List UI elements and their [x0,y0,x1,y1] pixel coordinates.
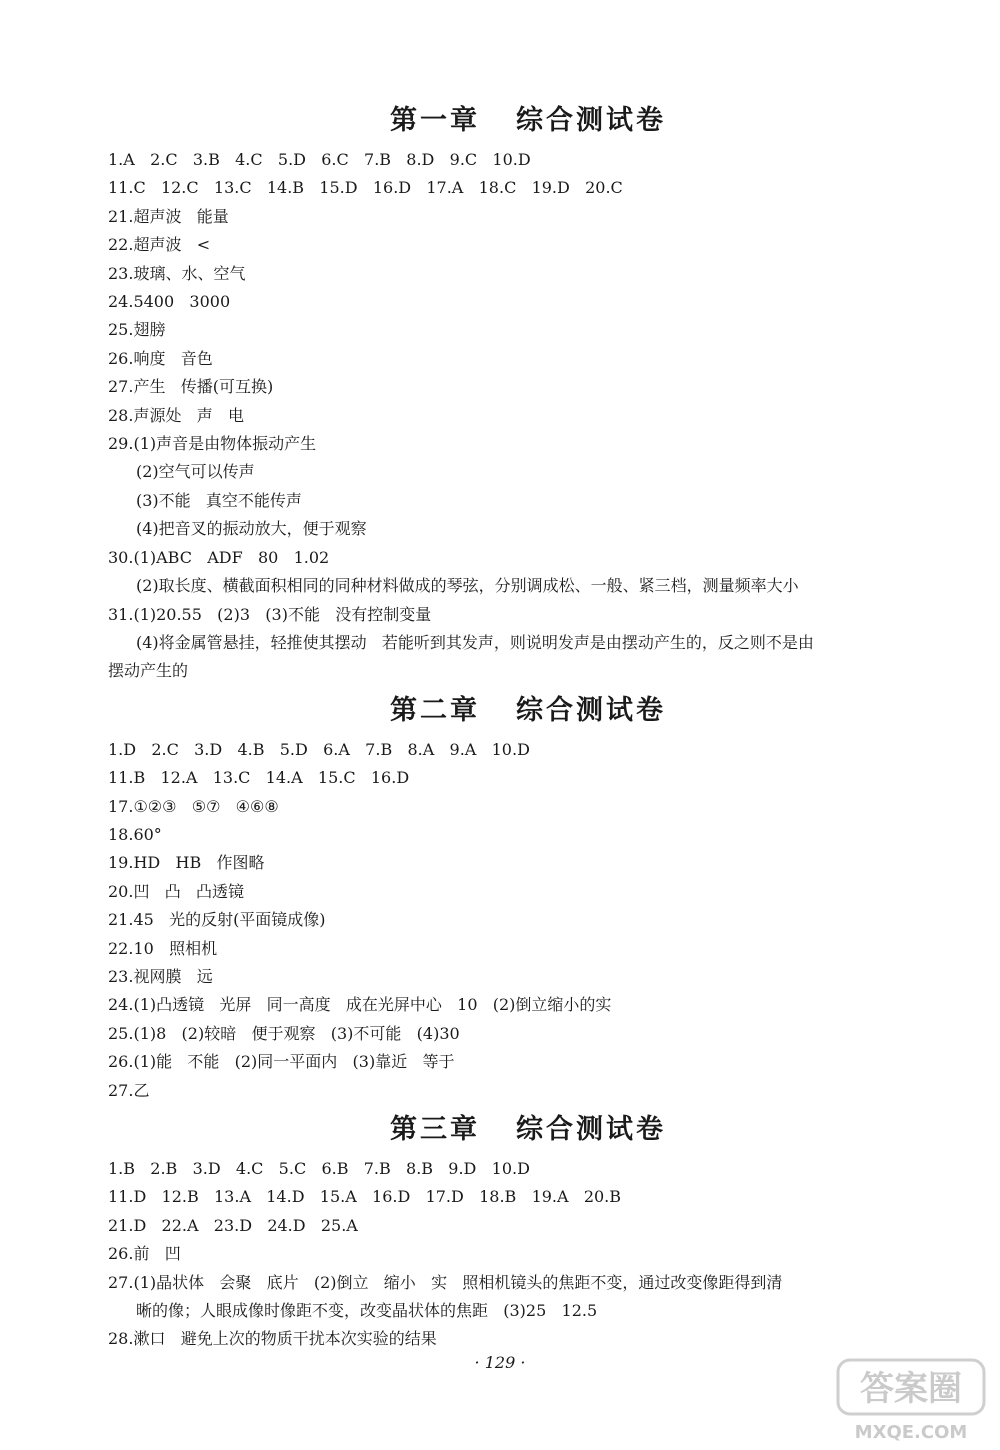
chapter-3-title: 第三章 综合测试卷 [390,1114,666,1145]
answer-line: 11.C 12.C 13.C 14.B 15.D 16.D 17.A 18.C 19.D 20.C [108,178,623,198]
answer-line: (3)不能 真空不能传声 [136,490,302,510]
watermark-site: MXQE.COM [854,1422,968,1443]
answer-line: 11.D 12.B 13.A 14.D 15.A 16.D 17.D 18.B 19.A 20.B [108,1187,622,1207]
answer-line: 19.HD HB 作图略 [108,853,265,873]
answer-line: 25.翅膀 [108,320,166,340]
answer-line: 27.乙 [108,1080,150,1100]
answer-line: 1.D 2.C 3.D 4.B 5.D 6.A 7.B 8.A 9.A 10.D [108,739,530,759]
answer-line: 21.D 22.A 23.D 24.D 25.A [108,1215,358,1235]
answer-line: 18.60° [108,824,162,844]
answer-line: 26.(1)能 不能 (2)同一平面内 (3)靠近 等于 [108,1052,455,1072]
answer-line: 26.响度 音色 [108,348,213,368]
chapter-2-section [108,686,948,1105]
answer-line: 29.(1)声音是由物体振动产生 [108,434,317,454]
answer-line: 11.B 12.A 13.C 14.A 15.C 16.D [108,768,410,788]
answer-line: 25.(1)8 (2)较暗 便于观察 (3)不可能 (4)30 [108,1023,460,1043]
answer-line: 21.超声波 能量 [108,206,229,226]
answer-line: (4)把音叉的振动放大，便于观察 [136,519,367,539]
answer-line: 24.(1)凸透镜 光屏 同一高度 成在光屏中心 10 (2)倒立缩小的实 [108,995,612,1015]
answer-line: (2)空气可以传声 [136,462,255,482]
answer-line: 23.视网膜 远 [108,966,213,986]
answer-line: (4)将金属管悬挂，轻推使其摆动 若能听到其发声，则说明发声是由摆动产生的，反之则不是由 [136,632,814,652]
watermark-text: 答案圈 [860,1369,962,1409]
chapter-2-title: 第二章 综合测试卷 [390,694,666,726]
answer-line: 28.声源处 声 电 [108,405,244,425]
answer-line: 22.超声波 < [108,235,211,255]
answer-line: 1.B 2.B 3.D 4.C 5.C 6.B 7.B 8.B 9.D 10.D [108,1159,530,1178]
answer-line: 27.产生 传播(可互换) [108,377,274,397]
answer-line: 26.前 凹 [108,1244,181,1264]
answer-line: 20.凹 凸 凸透镜 [108,881,244,901]
answer-line: 晰的像；人眼成像时像距不变，改变晶状体的焦距 (3)25 12.5 [136,1301,598,1321]
page-number: · 129 · [474,1353,526,1372]
site-watermark-logo [836,1358,986,1444]
answer-line: 27.(1)晶状体 会聚 底片 (2)倒立 缩小 实 照相机镜头的焦距不变，通过改变像距得到清 [108,1272,783,1292]
answer-line: 摆动产生的 [108,661,189,681]
answer-line: 24.5400 3000 [108,292,231,312]
answer-line: 22.10 照相机 [108,938,218,958]
answer-line: 31.(1)20.55 (2)3 (3)不能 没有控制变量 [108,604,432,624]
chapter-1-title: 第一章 综合测试卷 [390,105,666,136]
answer-line: 23.玻璃、水、空气 [108,263,246,283]
chapter-1-section [108,96,948,686]
answer-line: 21.45 光的反射(平面镜成像) [108,910,326,930]
answer-page [108,96,948,1354]
answer-line: (2)取长度、横截面积相同的同种材料做成的琴弦，分别调成松、一般、紧三档，测量频率大小 [136,576,799,596]
answer-line: 28.漱口 避免上次的物质干扰本次实验的结果 [108,1329,437,1349]
answer-line: 30.(1)ABC ADF 80 1.02 [108,547,330,567]
answer-line: 1.A 2.C 3.B 4.C 5.D 6.C 7.B 8.D 9.C 10.D [108,150,531,169]
answer-line: 17.①②③ ⑤⑦ ④⑥⑧ [108,796,279,816]
chapter-3-section [108,1105,948,1354]
